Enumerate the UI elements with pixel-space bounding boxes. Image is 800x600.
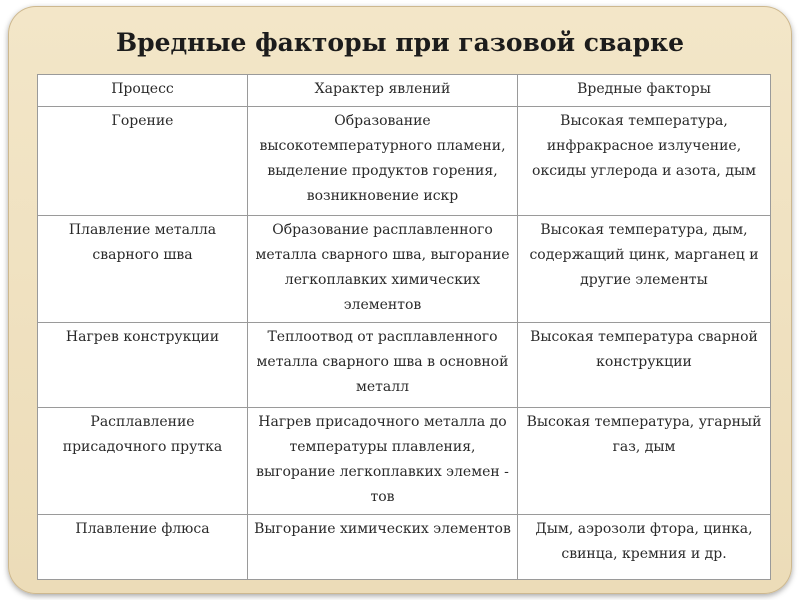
cell-hazards: Высокая температура, угарный газ, дым <box>518 408 771 515</box>
header-hazards: Вредные факторы <box>518 75 771 107</box>
hazards-table <box>37 74 771 580</box>
cell-process: Плавление флюса <box>38 515 248 580</box>
cell-hazards: Дым, аэрозоли фтора, цинка, свинца, кремния и др. <box>518 515 771 580</box>
cell-hazards: Высокая температура сварной конструкции <box>518 323 771 408</box>
table-header-row <box>38 75 771 107</box>
cell-process: Горение <box>38 107 248 216</box>
table-row <box>38 323 771 408</box>
cell-hazards: Высокая температура, дым, содержащий цинк, марганец и другие элементы <box>518 216 771 323</box>
table-row <box>38 515 771 580</box>
page-title: Вредные факторы при газовой сварке <box>115 28 685 57</box>
header-phenomena: Характер явлений <box>248 75 518 107</box>
cell-process: Плавление металла сварного шва <box>38 216 248 323</box>
table-row <box>38 107 771 216</box>
header-process: Процесс <box>38 75 248 107</box>
cell-phenomena: Нагрев присадочного металла до температуры плавления, выгорание легкоплавких элемен - тов <box>248 408 518 515</box>
cell-phenomena: Образование высокотемпературного пламени, выделение продуктов горения, возникновение искр <box>248 107 518 216</box>
cell-phenomena: Теплоотвод от расплавленного металла сварного шва в основной металл <box>248 323 518 408</box>
cell-process: Нагрев конструкции <box>38 323 248 408</box>
cell-hazards: Высокая температура, инфракрасное излучение, оксиды углерода и азота, дым <box>518 107 771 216</box>
cell-phenomena: Образование расплавленного металла сварного шва, выгорание легкоплавких химических элементов <box>248 216 518 323</box>
table-row <box>38 408 771 515</box>
cell-process: Расплавление присадочного прутка <box>38 408 248 515</box>
table-row <box>38 216 771 323</box>
cell-phenomena: Выгорание химических элементов <box>248 515 518 580</box>
